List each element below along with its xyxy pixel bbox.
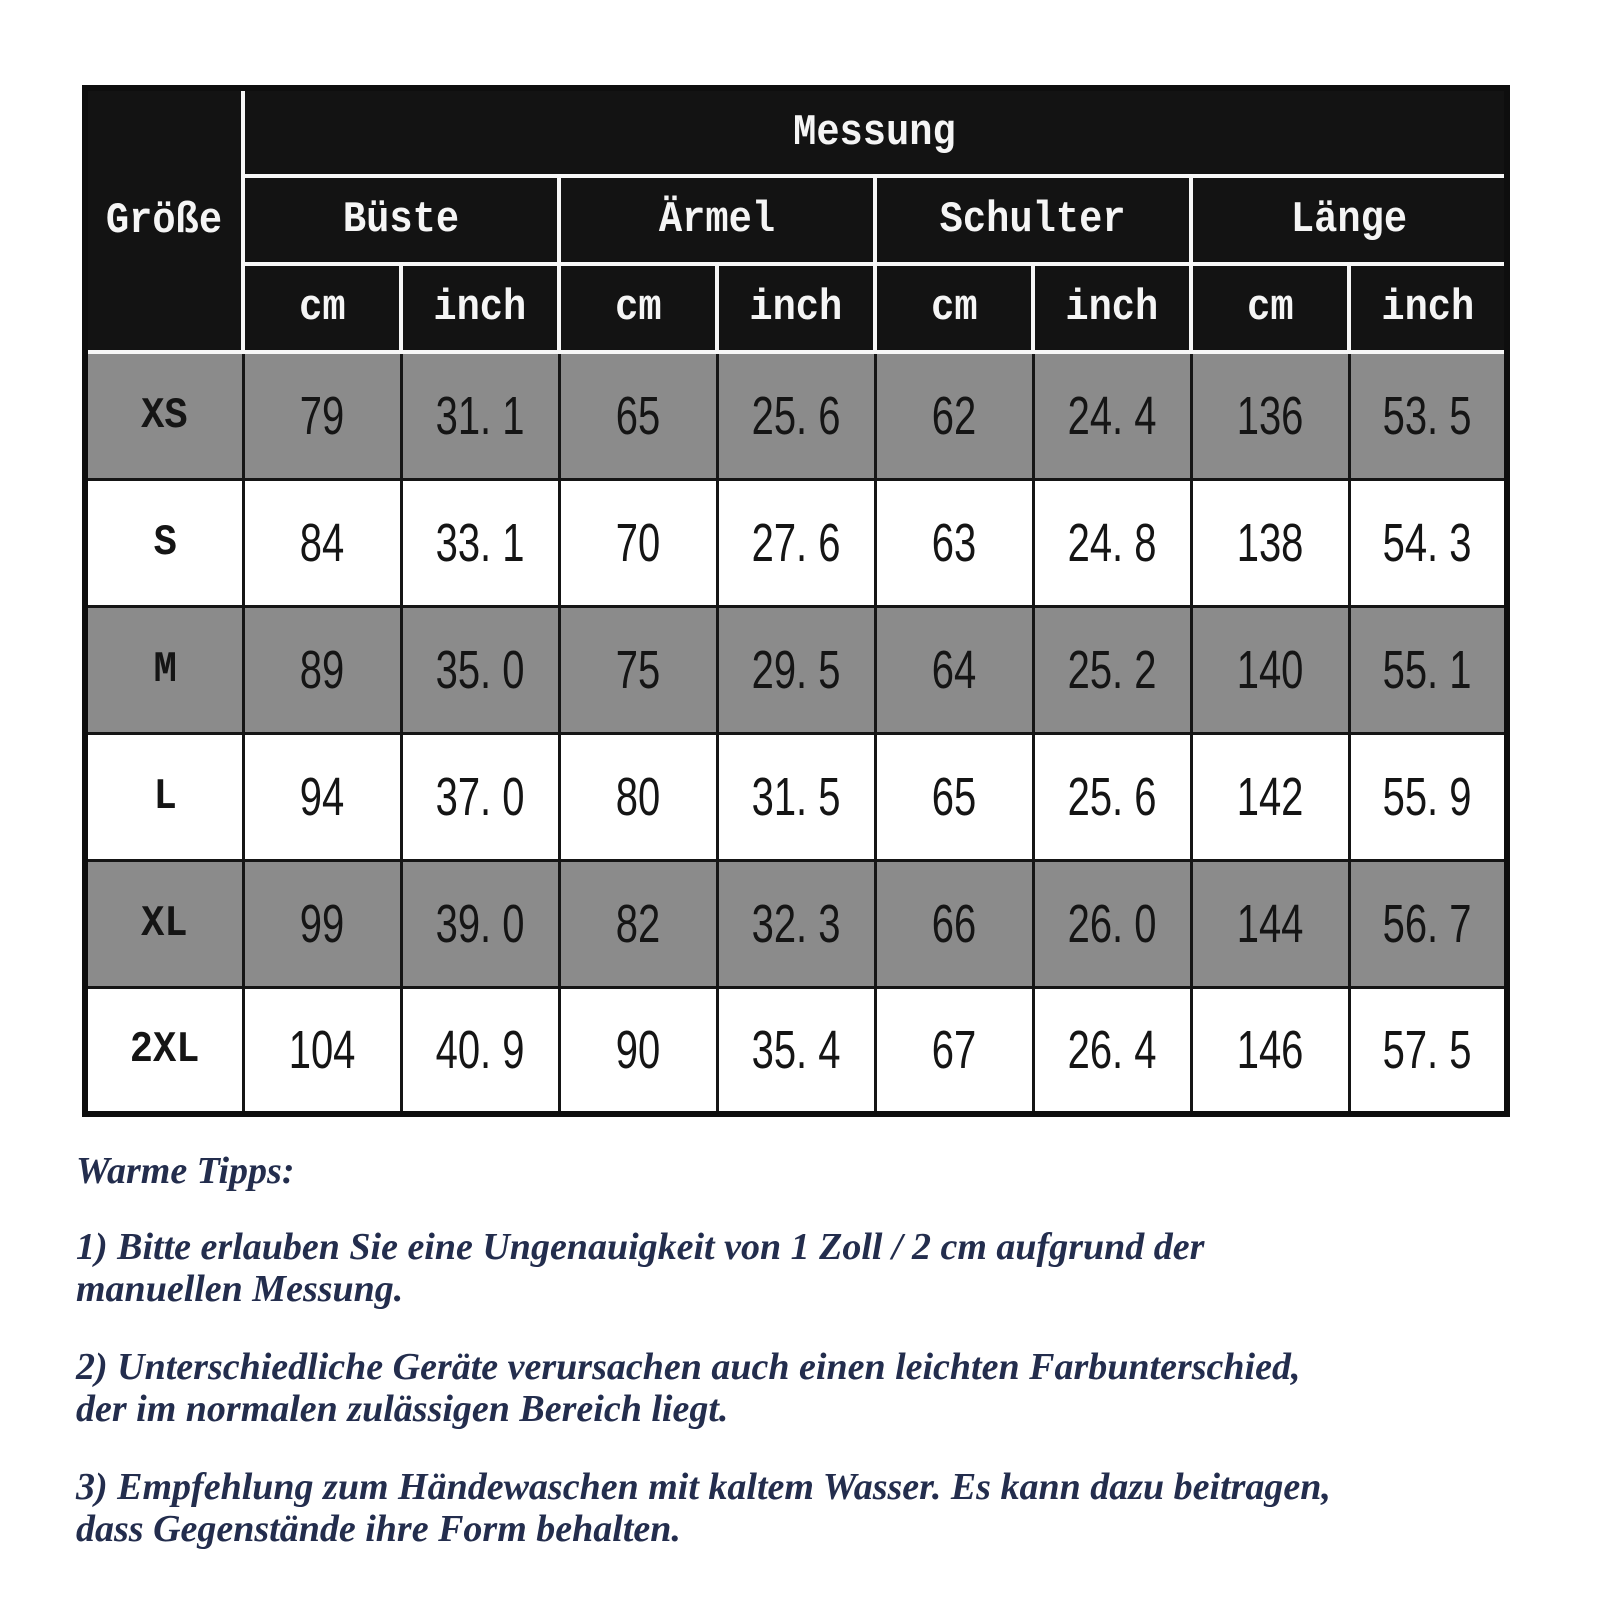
value-cell [717,733,875,860]
value-cell [401,479,559,606]
value: 67 [931,1019,977,1080]
tip-item-2 [76,1346,1556,1430]
value: 39. 0 [435,893,525,954]
value-cell [243,860,401,987]
unit-header-bust-cm [243,264,401,352]
value-cell [401,987,559,1114]
value: 89 [299,639,345,700]
value: 37. 0 [435,766,525,827]
unit-header-sleeve-cm [559,264,717,352]
unit-header-length-cm [1191,264,1349,352]
tips-section [76,1150,1556,1586]
value: 35. 0 [435,639,525,700]
group-header-length [1191,176,1507,264]
value-cell [559,733,717,860]
group-header-length-label: Länge [1290,195,1407,245]
tip-2-line-1: 2) Unterschiedliche Geräte verursachen auch einen leichten Farbunterschied, [76,1346,1301,1388]
value-cell [243,987,401,1114]
value: 90 [615,1019,661,1080]
value-cell [401,606,559,733]
unit-header-shoulder-cm [875,264,1033,352]
value: 75 [615,639,661,700]
value-cell [1191,606,1349,733]
value-cell [1349,479,1507,606]
value: 82 [615,893,661,954]
table-row-xl [85,860,1507,987]
value-cell [875,479,1033,606]
value-cell [1349,733,1507,860]
value-cell [1349,860,1507,987]
value-cell [1349,606,1507,733]
value-cell [875,860,1033,987]
size-cell [85,733,243,860]
value: 55. 9 [1382,766,1472,827]
group-header-shoulder-label: Schulter [940,195,1126,245]
value: 136 [1236,385,1304,446]
value: 99 [299,893,345,954]
value: 64 [931,639,977,700]
value-cell [401,860,559,987]
value-cell [1191,733,1349,860]
value: 65 [615,385,661,446]
value: 79 [299,385,345,446]
size-cell [85,987,243,1114]
value: 142 [1236,766,1304,827]
value: 55. 1 [1382,639,1472,700]
value: 53. 5 [1382,385,1472,446]
value-cell [559,987,717,1114]
value: 54. 3 [1382,512,1472,573]
unit-header-bust-inch [401,264,559,352]
value-cell [1033,733,1191,860]
value: 80 [615,766,661,827]
size-label: 2XL [129,1024,200,1075]
tip-3-line-1: 3) Empfehlung zum Händewaschen mit kaltem Wasser. Es kann dazu beitragen, [76,1466,1331,1508]
value: 25. 6 [751,385,841,446]
group-header-sleeve [559,176,875,264]
corner-header-size [85,88,243,352]
value-cell [559,606,717,733]
group-header-sleeve-label: Ärmel [658,195,776,245]
value: 32. 3 [751,893,841,954]
value-cell [875,987,1033,1114]
value: 40. 9 [435,1019,525,1080]
value: 56. 7 [1382,893,1472,954]
header-row-groups [85,176,1507,264]
value-cell [1191,352,1349,479]
value-cell [243,352,401,479]
value: 146 [1236,1019,1304,1080]
value-cell [243,606,401,733]
value: 25. 2 [1067,639,1157,700]
value: 26. 0 [1067,893,1157,954]
value-cell [559,860,717,987]
tip-2-line-2: der im normalen zulässigen Bereich liegt. [76,1388,729,1430]
value-cell [1191,987,1349,1114]
value: 35. 4 [751,1019,841,1080]
size-cell [85,860,243,987]
unit-label: inch [749,283,843,333]
top-header-label: Messung [793,107,956,158]
header-row-measurement [85,88,1507,176]
table-row-2xl [85,987,1507,1114]
value-cell [243,479,401,606]
value-cell [401,352,559,479]
top-header-measurement [243,88,1507,176]
value: 70 [615,512,661,573]
table-row-m [85,606,1507,733]
size-chart-table [82,85,1510,1117]
value: 140 [1236,639,1304,700]
value-cell [1191,860,1349,987]
value-cell [1033,352,1191,479]
value: 57. 5 [1382,1019,1472,1080]
value: 31. 1 [435,385,525,446]
value-cell [1033,479,1191,606]
value-cell [875,606,1033,733]
value-cell [717,860,875,987]
value: 25. 6 [1067,766,1157,827]
size-cell [85,352,243,479]
unit-label: inch [1065,283,1159,333]
unit-label: cm [930,283,978,333]
value: 84 [299,512,345,573]
unit-header-sleeve-inch [717,264,875,352]
group-header-shoulder [875,176,1191,264]
size-label: S [153,517,177,568]
size-label: XS [141,390,188,441]
value-cell [717,479,875,606]
value: 29. 5 [751,639,841,700]
value-cell [559,352,717,479]
table-row-l [85,733,1507,860]
value-cell [1349,352,1507,479]
value: 31. 5 [751,766,841,827]
value-cell [717,987,875,1114]
value-cell [875,352,1033,479]
group-header-bust [243,176,559,264]
header-row-units [85,264,1507,352]
value: 26. 4 [1067,1019,1157,1080]
value: 24. 4 [1067,385,1157,446]
table-row-xs [85,352,1507,479]
unit-header-shoulder-inch [1033,264,1191,352]
corner-header-label: Größe [106,195,223,246]
value-cell [243,733,401,860]
value: 33. 1 [435,512,525,573]
tip-item-3 [76,1466,1556,1550]
tip-3-line-2: dass Gegenstände ihre Form behalten. [76,1508,681,1550]
value: 94 [299,766,345,827]
value-cell [717,606,875,733]
size-cell [85,479,243,606]
size-label: L [153,771,177,822]
value-cell [559,479,717,606]
tip-1-line-2: manuellen Messung. [76,1268,404,1310]
value: 144 [1236,893,1304,954]
size-label: XL [141,898,188,949]
value-cell [717,352,875,479]
unit-label: cm [298,283,346,333]
value-cell [1033,860,1191,987]
tips-heading: Warme Tipps: [76,1150,295,1192]
value-cell [401,733,559,860]
value: 63 [931,512,977,573]
value: 104 [288,1019,356,1080]
tip-item-1 [76,1226,1556,1310]
value-cell [1033,606,1191,733]
value-cell [1191,479,1349,606]
unit-header-length-inch [1349,264,1507,352]
value: 27. 6 [751,512,841,573]
unit-label: inch [1381,283,1475,333]
unit-label: cm [1246,283,1294,333]
value: 138 [1236,512,1304,573]
table-row-s [85,479,1507,606]
size-label: M [153,644,177,695]
group-header-bust-label: Büste [342,195,460,245]
size-cell [85,606,243,733]
value: 24. 8 [1067,512,1157,573]
value-cell [1349,987,1507,1114]
value: 62 [931,385,977,446]
value: 66 [931,893,977,954]
value-cell [1033,987,1191,1114]
tip-1-line-1: 1) Bitte erlauben Sie eine Ungenauigkeit von 1 Zoll / 2 cm aufgrund der [76,1226,1205,1268]
unit-label: inch [433,283,527,333]
value-cell [875,733,1033,860]
unit-label: cm [614,283,662,333]
value: 65 [931,766,977,827]
